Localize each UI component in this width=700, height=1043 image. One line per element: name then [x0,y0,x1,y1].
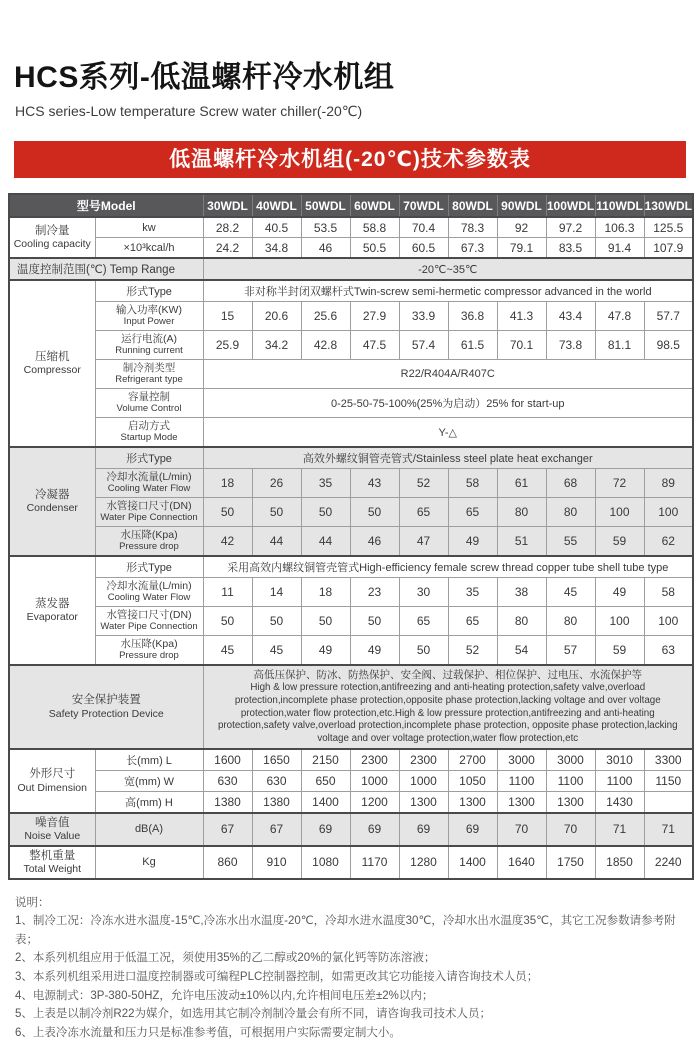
note-item: 1、制冷工况：冷冻水进水温度-15℃,冷冻水出水温度-20℃，冷却水进水温度30℃，冷却水出水温度35℃，其它工况参数请参考附表； [15,915,676,946]
value-cell: 79.1 [497,238,546,259]
value-cell: 57.4 [399,331,448,360]
spec-table-body [9,217,693,879]
row-label-en: Refrigerant type [115,373,183,385]
value-cell: 100 [595,607,644,636]
group-label-en: Total Weight [23,863,82,876]
value-cell: 98.5 [644,331,693,360]
table-row [9,280,693,302]
merged-value-cell: -20℃~35℃ [203,258,693,280]
value-cell: 65 [399,498,448,527]
value-cell: 860 [203,846,252,879]
value-cell: 73.8 [546,331,595,360]
row-label-en: Running current [115,344,183,356]
row-label-cn: 水管接口尺寸(DN) [106,500,192,513]
group-label-cell [9,556,95,665]
value-cell: 3300 [644,749,693,771]
value-cell: 630 [203,770,252,791]
value-cell: 1300 [399,791,448,813]
group-label-en: Safety Protection Device [48,707,164,720]
value-cell: 1100 [497,770,546,791]
group-label-cn: 噪音值 [35,816,70,829]
spec-table [8,193,694,880]
value-cell: 42.8 [301,331,350,360]
row-label-cn: 冷却水流量(L/min) [106,471,192,484]
row-label-en: Volume Control [116,402,182,414]
row-label-cell: 长(mm) L [95,749,203,771]
value-cell: 15 [203,302,252,331]
value-cell: 35 [301,469,350,498]
row-label-cell: 形式Type [95,447,203,469]
value-cell: 11 [203,578,252,607]
value-cell: 2240 [644,846,693,879]
group-label-en: Compressor [23,364,81,377]
group-label-cn: 制冷量 [35,225,70,238]
value-cell: 26 [252,469,301,498]
value-cell: 50 [203,498,252,527]
value-cell: 67 [203,813,252,846]
value-cell: 1100 [546,770,595,791]
value-cell: 3000 [497,749,546,771]
value-cell: 49 [350,636,399,666]
note-item: 2、本系列机组应用于低温工况，须使用35%的乙二醇或20%的氯化钙等防冻溶液； [15,952,436,965]
merged-value-cell: 采用高效内螺纹铜管壳管式High-efficiency female screw thread copper tube shell tube type [203,556,693,578]
value-cell: 50.5 [350,238,399,259]
value-cell: 51 [497,527,546,557]
value-cell: 59 [595,527,644,557]
value-cell: 69 [448,813,497,846]
model-column-header: 30WDL [203,194,252,217]
group-label-cell: 温度控制范围(℃) Temp Range [9,258,203,280]
table-row [9,360,693,389]
value-cell: 59 [595,636,644,666]
row-label-cn: 输入功率(KW) [116,304,182,317]
merged-value-cell: 非对称半封闭双螺杆式Twin-screw semi-hermetic compressor advanced in the world [203,280,693,302]
merged-value-cell: Y-△ [203,418,693,448]
group-label-cn: 安全保护装置 [71,694,141,707]
group-label-en: Condenser [26,502,78,515]
value-cell: 100 [644,607,693,636]
value-cell: 25.9 [203,331,252,360]
value-cell: 1640 [497,846,546,879]
value-cell: 34.2 [252,331,301,360]
value-cell: 910 [252,846,301,879]
value-cell: 80 [546,607,595,636]
merged-value-cell: R22/R404A/R407C [203,360,693,389]
value-cell: 28.2 [203,217,252,238]
notes [15,894,685,1043]
row-label-cell [95,302,203,331]
table-row [9,469,693,498]
table-row [9,770,693,791]
value-cell: 36.8 [448,302,497,331]
value-cell: 3010 [595,749,644,771]
value-cell: 45 [546,578,595,607]
value-cell: 92 [497,217,546,238]
merged-value-cell: 0-25-50-75-100%(25%为启动）25% for start-up [203,389,693,418]
model-column-header: 90WDL [497,194,546,217]
value-cell: 72 [595,469,644,498]
group-label-cell [9,846,95,879]
value-cell: 43 [350,469,399,498]
note-item: 6、上表冷冻水流量和压力只是标准参考值，可根据用户实际需要定制大小。 [15,1026,401,1039]
value-cell: 71 [595,813,644,846]
table-row [9,791,693,813]
table-row [9,217,693,238]
row-label-cn: 运行电流(A) [121,333,177,346]
table-row [9,749,693,771]
value-cell: 107.9 [644,238,693,259]
value-cell: 57 [546,636,595,666]
value-cell: 50 [350,498,399,527]
value-cell: 1750 [546,846,595,879]
value-cell: 70 [497,813,546,846]
group-label-cell [9,280,95,447]
value-cell: 61 [497,469,546,498]
value-cell: 33.9 [399,302,448,331]
value-cell: 91.4 [595,238,644,259]
value-cell: 1150 [644,770,693,791]
model-header-cell: 型号Model [9,194,203,217]
table-row [9,447,693,469]
value-cell: 65 [448,607,497,636]
value-cell: 1200 [350,791,399,813]
row-label-cell: 形式Type [95,280,203,302]
group-label-en: Noise Value [24,830,81,843]
row-label-cell: 宽(mm) W [95,770,203,791]
value-cell: 650 [301,770,350,791]
value-cell: 3000 [546,749,595,771]
value-cell: 80 [546,498,595,527]
value-cell: 52 [399,469,448,498]
value-cell: 1280 [399,846,448,879]
row-label-cn: 制冷剂类型 [122,362,176,375]
notes-list [15,912,685,1042]
row-label-en: Startup Mode [120,431,178,443]
value-cell: 69 [350,813,399,846]
value-cell: 1300 [546,791,595,813]
value-cell: 69 [301,813,350,846]
row-label-cn: 水管接口尺寸(DN) [106,609,192,622]
row-label-en: Water Pipe Connection [100,620,198,632]
value-cell: 67 [252,813,301,846]
group-label-en: Evaporator [26,611,78,624]
row-label-cell [95,498,203,527]
value-cell: 44 [252,527,301,557]
value-cell: 50 [203,607,252,636]
table-row [9,813,693,846]
value-cell: 46 [350,527,399,557]
model-header-row [9,194,693,217]
value-cell: 20.6 [252,302,301,331]
group-label-en: Out Dimension [17,781,87,794]
row-label-cell [95,389,203,418]
value-cell: 1650 [252,749,301,771]
value-cell: 80 [497,498,546,527]
table-row [9,556,693,578]
value-cell: 57.7 [644,302,693,331]
value-cell: 630 [252,770,301,791]
value-cell: 25.6 [301,302,350,331]
value-cell: 55 [546,527,595,557]
value-cell [644,791,693,813]
value-cell: 60.5 [399,238,448,259]
model-column-header: 60WDL [350,194,399,217]
page-subtitle: HCS series-Low temperature Screw water chiller(-20℃) [15,103,363,119]
value-cell: 63 [644,636,693,666]
row-label-en: Input Power [123,315,175,327]
group-label-cell [9,749,95,813]
note-item: 4、电源制式：3P-380-50HZ，允许电压波动±10%以内,允许相间电压差±2%以内； [15,989,434,1002]
value-cell: 70.1 [497,331,546,360]
merged-value-cell: 高效外螺纹铜管壳管式/Stainless steel plate heat exchanger [203,447,693,469]
value-cell: 24.2 [203,238,252,259]
value-cell: 14 [252,578,301,607]
row-label-cn: 冷却水流量(L/min) [106,580,192,593]
value-cell: 58.8 [350,217,399,238]
value-cell: 125.5 [644,217,693,238]
row-label-cell: kw [95,217,203,238]
value-cell: 1380 [203,791,252,813]
value-cell: 1000 [399,770,448,791]
model-column-header: 100WDL [546,194,595,217]
row-label-cn: 水压降(Kpa) [120,529,178,542]
value-cell: 50 [252,607,301,636]
value-cell: 1400 [448,846,497,879]
page [0,52,700,1039]
value-cell: 50 [399,636,448,666]
row-label-cell: 形式Type [95,556,203,578]
value-cell: 1100 [595,770,644,791]
value-cell: 18 [203,469,252,498]
value-cell: 1380 [252,791,301,813]
value-cell: 1080 [301,846,350,879]
table-row [9,302,693,331]
value-cell: 49 [301,636,350,666]
table-row [9,636,693,666]
value-cell: 44 [301,527,350,557]
value-cell: 67.3 [448,238,497,259]
row-label-en: Cooling Water Flow [107,482,191,494]
safety-text-cn: 高低压保护、防冰、防热保护、安全阀、过载保护、相位保护、过电压、水流保护等 [253,669,643,681]
value-cell: 1850 [595,846,644,879]
value-cell: 106.3 [595,217,644,238]
value-cell: 18 [301,578,350,607]
value-cell: 81.1 [595,331,644,360]
row-label-cell: dB(A) [95,813,203,846]
value-cell: 58 [644,578,693,607]
value-cell: 2300 [399,749,448,771]
value-cell: 2150 [301,749,350,771]
model-column-header: 130WDL [644,194,693,217]
table-row [9,665,693,749]
table-row [9,331,693,360]
group-label-cn: 冷凝器 [35,489,70,502]
group-label-cell [9,217,95,258]
model-column-header: 80WDL [448,194,497,217]
value-cell: 1430 [595,791,644,813]
value-cell: 70 [546,813,595,846]
value-cell: 43.4 [546,302,595,331]
value-cell: 45 [203,636,252,666]
model-column-header: 40WDL [252,194,301,217]
row-label-cell [95,607,203,636]
row-label-cell [95,578,203,607]
table-row [9,578,693,607]
table-row [9,607,693,636]
row-label-cell [95,331,203,360]
value-cell: 30 [399,578,448,607]
row-label-cell [95,636,203,666]
value-cell: 2700 [448,749,497,771]
value-cell: 58 [448,469,497,498]
value-cell: 1050 [448,770,497,791]
value-cell: 1300 [448,791,497,813]
value-cell: 45 [252,636,301,666]
row-label-cell: Kg [95,846,203,879]
value-cell: 27.9 [350,302,399,331]
value-cell: 89 [644,469,693,498]
value-cell: 1600 [203,749,252,771]
group-label-cn: 压缩机 [35,351,70,364]
value-cell: 47.8 [595,302,644,331]
value-cell: 47.5 [350,331,399,360]
value-cell: 1000 [350,770,399,791]
row-label-cell [95,418,203,448]
notes-heading: 说明： [15,896,50,909]
row-label-cell: 高(mm) H [95,791,203,813]
banner-title: 低温螺杆冷水机组(-20℃)技术参数表 [14,141,686,178]
table-row [9,238,693,259]
value-cell: 61.5 [448,331,497,360]
value-cell: 47 [399,527,448,557]
group-label-cell [9,665,203,749]
value-cell: 1400 [301,791,350,813]
model-column-header: 70WDL [399,194,448,217]
row-label-cell: ×10³kcal/h [95,238,203,259]
note-item: 3、本系列机组采用进口温度控制器或可编程PLC控制器控制，如需更改其它功能接入请咨询技术人员； [15,971,539,984]
value-cell: 70.4 [399,217,448,238]
value-cell: 62 [644,527,693,557]
row-label-en: Pressure drop [119,540,179,552]
value-cell: 38 [497,578,546,607]
model-column-header: 110WDL [595,194,644,217]
row-label-cell [95,360,203,389]
value-cell: 34.8 [252,238,301,259]
value-cell: 78.3 [448,217,497,238]
row-label-en: Pressure drop [119,649,179,661]
page-title: HCS系列-低温螺杆冷水机组 [14,61,395,94]
value-cell: 100 [644,498,693,527]
model-column-header: 50WDL [301,194,350,217]
value-cell: 2300 [350,749,399,771]
value-cell: 1170 [350,846,399,879]
value-cell: 71 [644,813,693,846]
spec-table-head [9,194,693,217]
value-cell: 40.5 [252,217,301,238]
value-cell: 68 [546,469,595,498]
value-cell: 50 [301,498,350,527]
value-cell: 54 [497,636,546,666]
value-cell: 69 [399,813,448,846]
value-cell: 35 [448,578,497,607]
row-label-cn: 启动方式 [128,420,170,433]
table-row [9,389,693,418]
table-row [9,258,693,280]
table-row [9,846,693,879]
table-row [9,527,693,557]
value-cell: 50 [252,498,301,527]
row-label-cell [95,469,203,498]
value-cell: 65 [399,607,448,636]
value-cell: 1300 [497,791,546,813]
row-label-en: Water Pipe Connection [100,511,198,523]
value-cell: 50 [350,607,399,636]
table-row [9,418,693,448]
value-cell: 52 [448,636,497,666]
value-cell: 65 [448,498,497,527]
value-cell: 50 [301,607,350,636]
row-label-cell [95,527,203,557]
row-label-cn: 水压降(Kpa) [120,638,178,651]
value-cell: 100 [595,498,644,527]
table-row [9,498,693,527]
value-cell: 42 [203,527,252,557]
row-label-cn: 容量控制 [128,391,170,404]
row-label-en: Cooling Water Flow [107,591,191,603]
value-cell: 97.2 [546,217,595,238]
value-cell: 80 [497,607,546,636]
value-cell: 46 [301,238,350,259]
value-cell: 23 [350,578,399,607]
value-cell: 41.3 [497,302,546,331]
group-label-cell [9,813,95,846]
value-cell: 53.5 [301,217,350,238]
group-label-cn: 蒸发器 [35,598,70,611]
group-label-cn: 外形尺寸 [29,768,76,781]
value-cell: 49 [595,578,644,607]
value-cell: 83.5 [546,238,595,259]
safety-text-en: High & low pressure rotection,antifreezing and anti-heating protection,safety valve,overload protection,incomplete phase protection,opposite phase protection,lacking voltage and over voltage protection,water flow protection,etc.High & low pressure protection,antifreezing and anti-heating protection,safety valve,overload protection,incomplete phase protection, opposite phase protection,lacking voltage and over voltage protection,water flow protection,etc [217,682,678,745]
group-label-cn: 整机重量 [29,849,76,862]
value-cell: 49 [448,527,497,557]
group-label-cell [9,447,95,556]
note-item: 5、上表是以制冷剂R22为媒介，如选用其它制冷剂制冷量会有所不同，请咨询我司技术人员； [15,1008,491,1021]
group-label-en: Cooling capacity [13,238,91,251]
safety-description-cell [203,665,693,749]
